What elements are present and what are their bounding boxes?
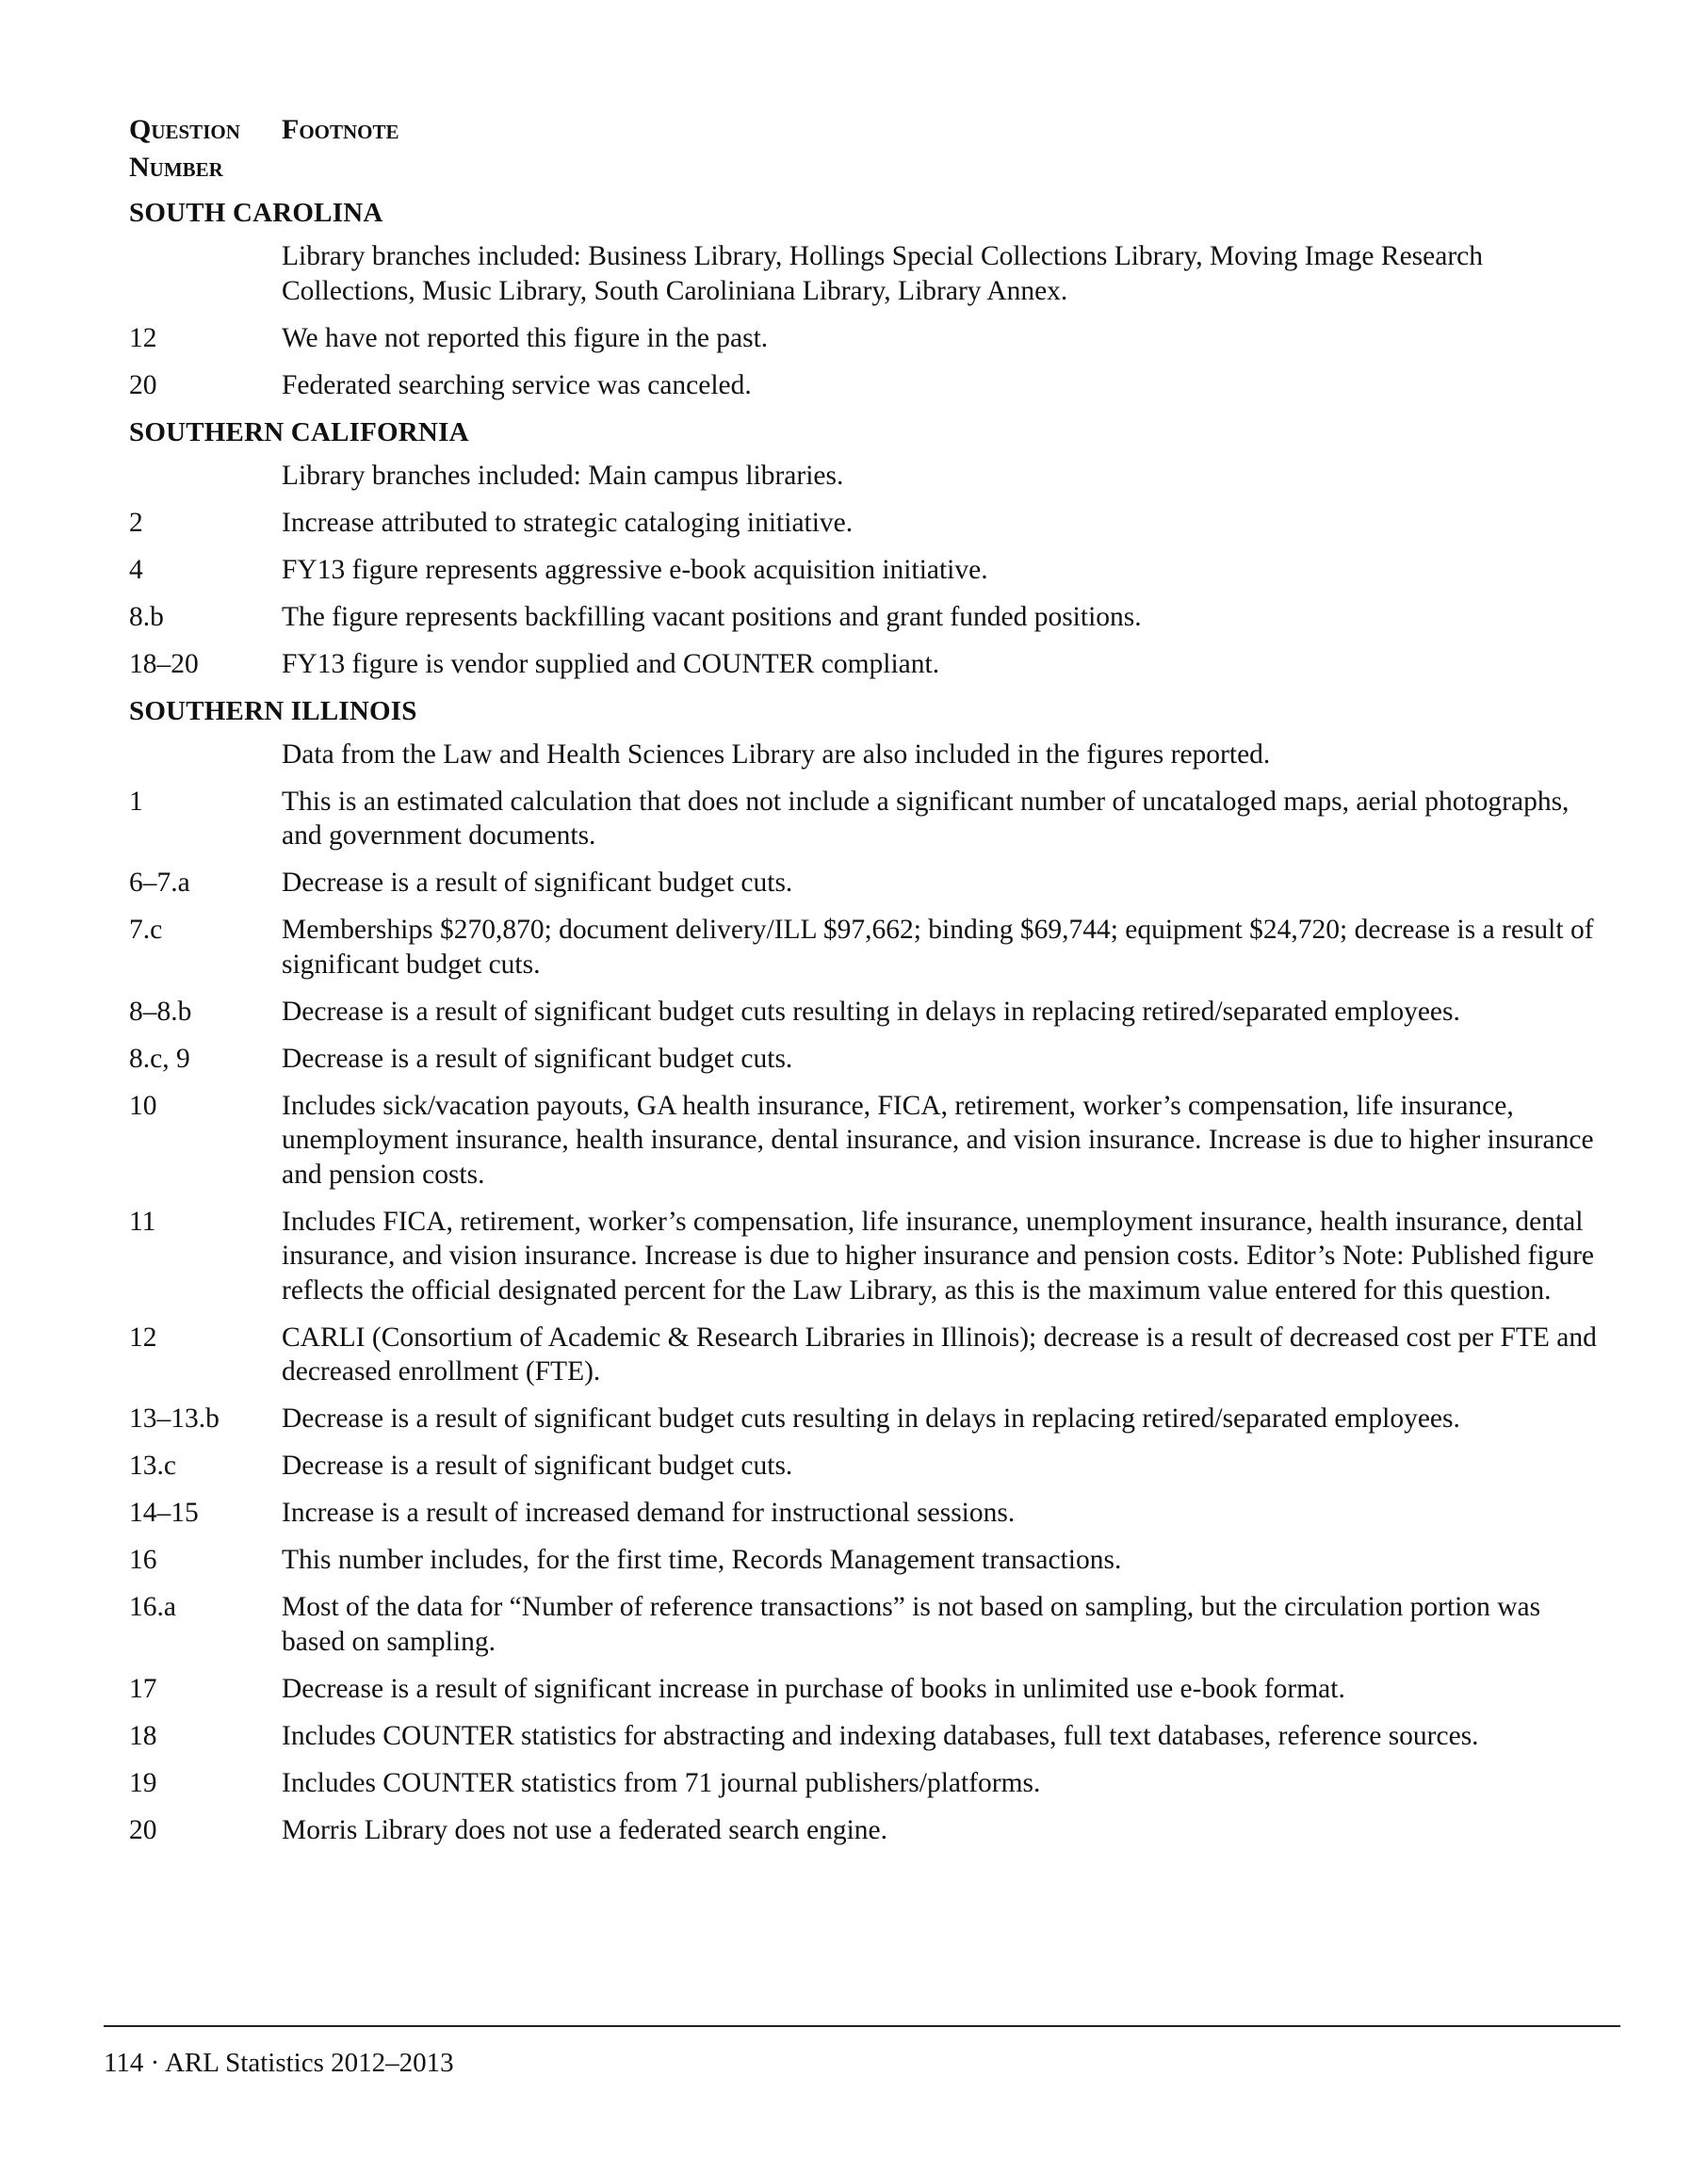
footnote-row	[129, 995, 1613, 1030]
footer-rule	[104, 2025, 1620, 2027]
footnote-text: Federated searching service was canceled.	[282, 369, 752, 400]
sections-container	[129, 196, 1613, 1847]
footnote-text: Decrease is a result of significant budget cuts.	[282, 1043, 793, 1074]
number-header-line2: Number	[129, 152, 223, 183]
footnote-text: Library branches included: Business Library, Hollings Special Collections Library, Moving Image Research Collections, Music Library, South Caroliniana Library, Library Annex.	[282, 241, 1483, 306]
footnote-row	[129, 1402, 1613, 1436]
question-number: 17	[129, 1673, 157, 1704]
footnote-row	[129, 553, 1613, 588]
footnote-text: Decrease is a result of significant budget cuts resulting in delays in replacing retired/separated employees.	[282, 1403, 1460, 1434]
question-number: 4	[129, 554, 143, 585]
footnote-text: Includes FICA, retirement, worker’s compensation, life insurance, unemployment insurance, health insurance, dental insurance, and vision insurance. Increase is due to higher insurance and pension costs. Editor’s Note: Published figure reflects the official designated percent for the Law Library, as this is the maximum value entered for this question.	[282, 1206, 1594, 1306]
footnote-row	[129, 785, 1613, 853]
footnote-text: Memberships $270,870; document delivery/ILL $97,662; binding $69,744; equipment $24,720; decrease is a result of significant budget cuts.	[282, 915, 1594, 980]
section-title: SOUTH CAROLINA	[129, 198, 383, 228]
footnote-row	[129, 600, 1613, 635]
footnote-row	[129, 1205, 1613, 1308]
question-number: 6–7.a	[129, 868, 190, 898]
question-number	[129, 239, 282, 308]
question-number	[129, 738, 282, 772]
footnote-row	[129, 506, 1613, 541]
footnote-header: Footnote	[282, 114, 399, 145]
question-number: 20	[129, 369, 157, 400]
footnote-row	[129, 1766, 1613, 1801]
footnote-row	[129, 239, 1613, 308]
footnote-row	[129, 1496, 1613, 1531]
question-number: 18	[129, 1720, 157, 1751]
footnote-text: This number includes, for the first time, Records Management transactions.	[282, 1545, 1122, 1575]
question-number: 12	[129, 322, 157, 353]
footnote-row	[129, 1042, 1613, 1077]
question-number-header	[129, 111, 282, 187]
footnote-text: Library branches included: Main campus libraries.	[282, 460, 844, 491]
footnote-text: Decrease is a result of significant budget cuts.	[282, 1451, 793, 1481]
footnote-text: Includes COUNTER statistics for abstracting and indexing databases, full text databases, reference sources.	[282, 1720, 1479, 1751]
footnote-text: Includes sick/vacation payouts, GA health insurance, FICA, retirement, worker’s compensation, life insurance, unemployment insurance, health insurance, dental insurance, and vision insurance. Increase is due to higher insurance and pension costs.	[282, 1090, 1594, 1190]
footnote-row	[129, 1543, 1613, 1578]
footnote-text: CARLI (Consortium of Academic & Research Libraries in Illinois); decrease is a result of decreased cost per FTE and decreased enrollment (FTE).	[282, 1322, 1597, 1387]
footnote-text: Most of the data for “Number of reference transactions” is not based on sampling, but the circulation portion was based on sampling.	[282, 1592, 1541, 1657]
footnote-text: FY13 figure is vendor supplied and COUNTER compliant.	[282, 648, 940, 679]
footnote-row	[129, 1449, 1613, 1484]
footnote-text: Decrease is a result of significant budget cuts resulting in delays in replacing retired/separated employees.	[282, 996, 1460, 1027]
footnote-text: Increase is a result of increased demand for instructional sessions.	[282, 1498, 1016, 1528]
footnote-text: Data from the Law and Health Sciences Library are also included in the figures reported.	[282, 738, 1271, 770]
footnote-row	[129, 1321, 1613, 1389]
footnote-text: Morris Library does not use a federated search engine.	[282, 1814, 888, 1845]
section-title: SOUTHERN CALIFORNIA	[129, 416, 469, 447]
footnote-row	[129, 459, 1613, 494]
question-number: 8.b	[129, 601, 164, 632]
column-header	[129, 111, 1613, 187]
footnote-text: We have not reported this figure in the past.	[282, 322, 769, 353]
question-number: 13–13.b	[129, 1403, 220, 1434]
footnote-row	[129, 1590, 1613, 1659]
footnote-text: Increase attributed to strategic cataloging initiative.	[282, 507, 854, 538]
question-header-line1: Question	[129, 114, 240, 145]
question-number: 7.c	[129, 915, 163, 945]
footnote-text: FY13 figure represents aggressive e-book acquisition initiative.	[282, 554, 988, 585]
footnote-row	[129, 1672, 1613, 1707]
footnote-row	[129, 738, 1613, 772]
footnote-text: Decrease is a result of significant budget cuts.	[282, 868, 793, 898]
section-title: SOUTHERN ILLINOIS	[129, 695, 417, 726]
footnote-row	[129, 1719, 1613, 1754]
footnote-text: Decrease is a result of significant increase in purchase of books in unlimited use e-book format.	[282, 1673, 1345, 1704]
question-number: 14–15	[129, 1498, 199, 1528]
page-footer: 114 · ARL Statistics 2012–2013	[104, 2048, 454, 2078]
footnote-row	[129, 368, 1613, 403]
question-number: 8–8.b	[129, 996, 192, 1027]
question-number: 2	[129, 507, 143, 538]
question-number: 1	[129, 786, 143, 817]
question-number: 10	[129, 1090, 157, 1121]
footnote-text: This is an estimated calculation that does not include a significant number of uncataloged maps, aerial photographs, and government documents.	[282, 786, 1570, 851]
question-number: 16	[129, 1545, 157, 1575]
footnote-row	[129, 1813, 1613, 1848]
footnote-text: The figure represents backfilling vacant positions and grant funded positions.	[282, 601, 1142, 632]
question-number: 12	[129, 1322, 157, 1353]
question-number	[129, 459, 282, 494]
question-number: 20	[129, 1814, 157, 1845]
footnote-row	[129, 866, 1613, 900]
footnotes-page	[129, 111, 1613, 1860]
question-number: 13.c	[129, 1451, 176, 1481]
question-number: 11	[129, 1206, 156, 1237]
footnote-row	[129, 321, 1613, 356]
question-number: 8.c, 9	[129, 1043, 190, 1074]
question-number: 19	[129, 1767, 157, 1798]
question-number: 18–20	[129, 648, 199, 679]
footnote-row	[129, 647, 1613, 682]
footnote-row	[129, 1089, 1613, 1192]
question-number: 16.a	[129, 1592, 176, 1622]
footnote-text: Includes COUNTER statistics from 71 journal publishers/platforms.	[282, 1767, 1041, 1798]
footnote-row	[129, 913, 1613, 982]
